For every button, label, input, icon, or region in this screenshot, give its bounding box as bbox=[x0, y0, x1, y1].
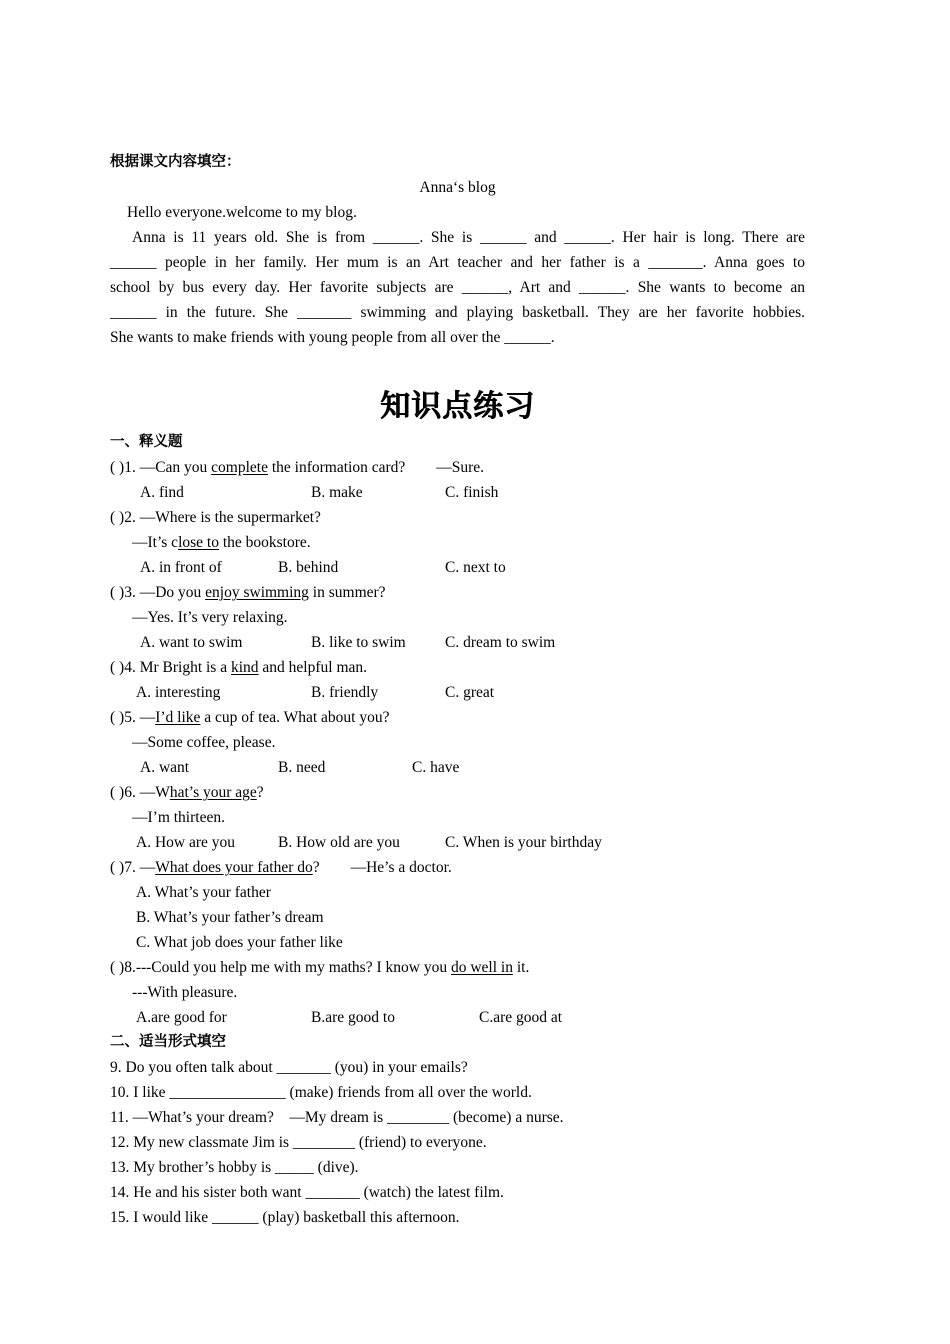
question-6: ( )6. —What’s your age? bbox=[110, 784, 264, 801]
underlined-phrase: lose to bbox=[178, 534, 219, 551]
blog-greeting: Hello everyone.welcome to my blog. bbox=[127, 204, 357, 221]
fill-in-item: 9. Do you often talk about _______ (you) in your emails? bbox=[110, 1059, 468, 1076]
option-b: B. behind bbox=[278, 559, 339, 576]
passage-line: school by bus every day. Her favorite subjects are ______, Art and ______. She wants to become an bbox=[110, 279, 805, 296]
question-3: ( )3. —Do you enjoy swimming in summer? bbox=[110, 584, 386, 601]
option-c: C. great bbox=[445, 684, 495, 701]
question-7: ( )7. —What does your father do? —He’s a doctor. bbox=[110, 859, 452, 876]
fill-in-item: 14. He and his sister both want _______ (watch) the latest film. bbox=[110, 1184, 504, 1201]
fill-in-item: 13. My brother’s hobby is _____ (dive). bbox=[110, 1159, 359, 1176]
fill-in-item: 12. My new classmate Jim is ________ (friend) to everyone. bbox=[110, 1134, 487, 1151]
option-b: B. What’s your father’s dream bbox=[136, 909, 324, 926]
question-3-reply: —Yes. It’s very relaxing. bbox=[132, 609, 288, 626]
option-c: C. have bbox=[412, 759, 460, 776]
question-5-reply: —Some coffee, please. bbox=[132, 734, 276, 751]
option-b: B. How old are you bbox=[278, 834, 400, 851]
part1-heading: 一、释义题 bbox=[110, 434, 183, 450]
question-3-options bbox=[110, 630, 805, 655]
question-2-reply: —It’s close to the bookstore. bbox=[132, 534, 311, 551]
passage-line: ______ people in her family. Her mum is an Art teacher and her father is a _______. Anna goes to bbox=[110, 254, 805, 271]
option-a: A. want bbox=[140, 759, 190, 776]
option-c: C. When is your birthday bbox=[445, 834, 602, 851]
underlined-phrase: I’d like bbox=[155, 709, 201, 726]
option-a: A. How are you bbox=[136, 834, 236, 851]
fill-in-item: 15. I would like ______ (play) basketball this afternoon. bbox=[110, 1209, 460, 1226]
option-c: C. finish bbox=[445, 484, 499, 501]
underlined-phrase: complete bbox=[211, 459, 268, 476]
worksheet-page bbox=[110, 150, 805, 1230]
question-5-options bbox=[110, 755, 805, 780]
underlined-phrase: What does your father do bbox=[155, 859, 313, 876]
reading-instruction: 根据课文内容填空： bbox=[110, 154, 241, 170]
passage-line: ______ in the future. She _______ swimming and playing basketball. They are her favorite hobbies. bbox=[110, 304, 805, 321]
option-b: B. need bbox=[278, 759, 326, 776]
underlined-phrase: do well in bbox=[450, 959, 513, 976]
option-b: B.are good to bbox=[311, 1009, 395, 1026]
option-a: A. interesting bbox=[136, 684, 221, 701]
part2-heading: 二、适当形式填空 bbox=[110, 1034, 226, 1050]
question-1-options bbox=[110, 480, 805, 505]
option-a: A. find bbox=[140, 484, 184, 501]
fill-in-item: 11. —What’s your dream? —My dream is ________ (become) a nurse. bbox=[110, 1109, 564, 1126]
option-b: B. friendly bbox=[311, 684, 379, 701]
fill-in-item: 10. I like _______________ (make) friends from all over the world. bbox=[110, 1084, 532, 1101]
question-6-options bbox=[110, 830, 805, 855]
question-6-reply: —I’m thirteen. bbox=[132, 809, 225, 826]
question-8-reply: ---With pleasure. bbox=[132, 984, 238, 1001]
option-b: B. make bbox=[311, 484, 363, 501]
option-a: A. in front of bbox=[140, 559, 222, 576]
option-c: C. What job does your father like bbox=[136, 934, 343, 951]
question-8: ( )8.---Could you help me with my maths? I know you do well in it. bbox=[110, 959, 530, 976]
underlined-phrase: hat’s your age bbox=[169, 784, 257, 801]
option-b: B. like to swim bbox=[311, 634, 406, 651]
underlined-phrase: kind bbox=[230, 659, 259, 676]
underlined-phrase: enjoy swimming bbox=[205, 584, 309, 601]
option-c: C. next to bbox=[445, 559, 506, 576]
question-5: ( )5. —I’d like a cup of tea. What about you? bbox=[110, 709, 390, 726]
question-2: ( )2. —Where is the supermarket? bbox=[110, 509, 321, 526]
option-a: A.are good for bbox=[136, 1009, 227, 1026]
option-a: A. What’s your father bbox=[136, 884, 271, 901]
question-4: ( )4. Mr Bright is a kind and helpful man. bbox=[110, 659, 368, 676]
question-8-options bbox=[110, 1005, 805, 1030]
question-4-options bbox=[110, 680, 805, 705]
blog-title: Anna‘s blog bbox=[419, 179, 496, 196]
passage-line: Anna is 11 years old. She is from ______. She is ______ and ______. Her hair is long. There are bbox=[132, 229, 805, 246]
option-a: A. want to swim bbox=[140, 634, 243, 651]
option-c: C.are good at bbox=[479, 1009, 563, 1026]
question-2-options bbox=[110, 555, 805, 580]
question-1: ( )1. —Can you complete the information card? —Sure. bbox=[110, 459, 485, 476]
passage-line: She wants to make friends with young people from all over the ______. bbox=[110, 329, 555, 346]
option-c: C. dream to swim bbox=[445, 634, 556, 651]
section-title: 知识点练习 bbox=[380, 389, 535, 424]
